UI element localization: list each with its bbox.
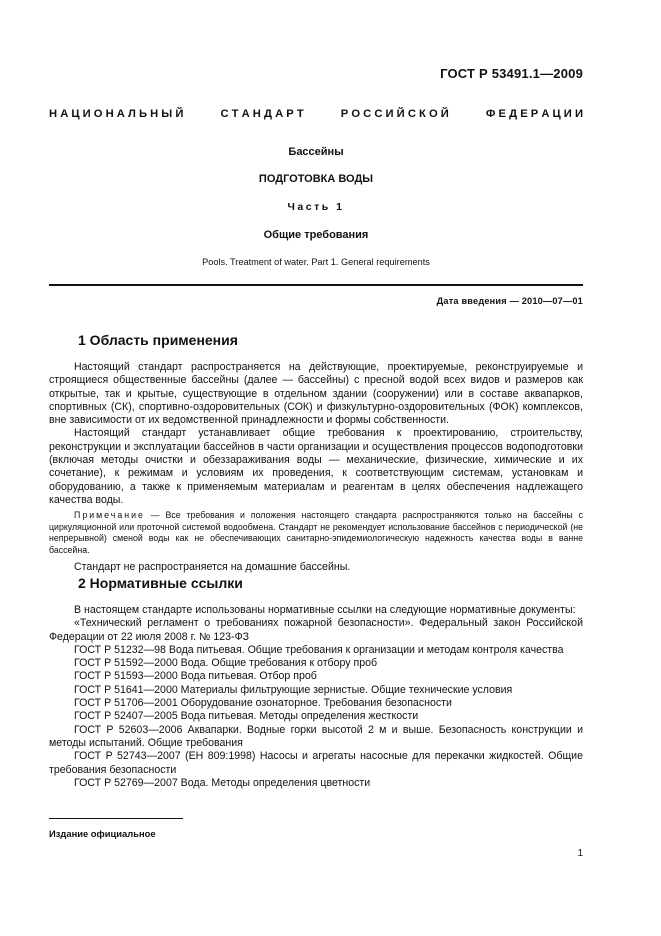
title-main: Бассейны [288, 146, 344, 158]
paragraph: Настоящий стандарт устанавливает общие требования к проектированию, строительству, реконструкции и эксплуатации бассейнов в части организации и осуществления процессов водоподготовки (включая методы очистки и обеззараживания воды — механические, физические, химические и их сочетание), к режимам и условиям их проведения, к соответствующим системам, установкам и оборудованию, а также к применяемым материалам и реагентам в целях обеспечения надлежащего качества воды. [49, 427, 583, 506]
edition-label: Издание официальное [49, 828, 156, 839]
reference-item: ГОСТ Р 51593—2000 Вода питьевая. Отбор проб [74, 670, 317, 683]
paragraph: В настоящем стандарте использованы нормативные ссылки на следующие нормативные документы: [74, 604, 576, 616]
banner-word: Р О С С И Й С К О Й [340, 108, 449, 120]
reference-item: ГОСТ Р 51706—2001 Оборудование озонаторное. Требования безопасности [74, 697, 452, 710]
reference-item: ГОСТ Р 51592—2000 Вода. Общие требования к отбору проб [74, 657, 378, 670]
paragraph: Настоящий стандарт распространяется на действующие, проектируемые, реконструируемые и строящиеся общественные бассейны (далее — бассейны) с пресной водой всех видов и размеров как открытые, так и крытые, существующие в отдельном здании (сооружении) или в составе аквапарков, спортивных (СК), спортивно-оздоровительных (СОК) и физкультурно-оздоровительных (ФОК) комплексов, вне зависимости от их ведомственной принадлежности и формы собственности. [49, 361, 583, 427]
document-id: ГОСТ Р 53491.1—2009 [440, 66, 583, 81]
reference-item: ГОСТ Р 51232—98 Вода питьевая. Общие требования к организации и методам контроля качества [74, 643, 564, 656]
note-label: Примечание [74, 510, 145, 521]
page-number: 1 [577, 848, 583, 859]
title-english: Pools. Treatment of water. Part 1. General requirements [202, 257, 430, 267]
title-sub: ПОДГОТОВКА ВОДЫ [258, 173, 374, 185]
reference-item: ГОСТ Р 52603—2006 Аквапарки. Водные горки высотой 2 м и выше. Безопасность конструкции и методы испытаний. Общие требования [49, 723, 583, 749]
title-part: Часть 1 [287, 201, 345, 213]
section-2-body [49, 604, 583, 790]
banner-word: Н А Ц И О Н А Л Ь Н Ы Й [49, 108, 184, 120]
reference-item: «Технический регламент о требованиях пожарной безопасности». Федеральный закон Российской Федерации от 22 июля 2008 г. № 123-ФЗ [49, 617, 583, 643]
banner-word: С Т А Н Д А Р Т [220, 108, 304, 120]
banner-word: Ф Е Д Е Р А Ц И И [485, 108, 583, 120]
reference-item: ГОСТ Р 51641—2000 Материалы фильтрующие зернистые. Общие технические условия [74, 683, 513, 696]
note [49, 510, 583, 556]
reference-item: ГОСТ Р 52407—2005 Вода питьевая. Методы определения жесткости [74, 710, 419, 723]
title-divider [49, 284, 583, 286]
reference-item: ГОСТ Р 52743—2007 (ЕН 809:1998) Насосы и агрегаты насосные для перекачки жидкостей. Общие требования безопасности [49, 750, 583, 776]
section-1-heading: 1 Область применения [78, 332, 238, 348]
section-2-heading: 2 Нормативные ссылки [78, 575, 243, 591]
footer-divider [49, 818, 183, 819]
intro-date: Дата введения — 2010—07—01 [436, 296, 583, 306]
reference-item: ГОСТ Р 52769—2007 Вода. Методы определения цветности [74, 776, 371, 789]
note-text: — Все требования и положения настоящего стандарта распространяются только на бассейны с циркуляционной или проточной системой водообмена. Стандарт не рекомендует использование бассейнов с периодической (не непрерывной) сменой воды как не обеспечивающих санитарно-эпидемиологическую надежность качества воды в ванне бассейна. [49, 510, 583, 556]
title-topic: Общие требования [263, 229, 369, 241]
standard-banner [49, 108, 583, 120]
section-1-body [49, 361, 583, 574]
paragraph: Стандарт не распространяется на домашние бассейны. [74, 560, 351, 573]
